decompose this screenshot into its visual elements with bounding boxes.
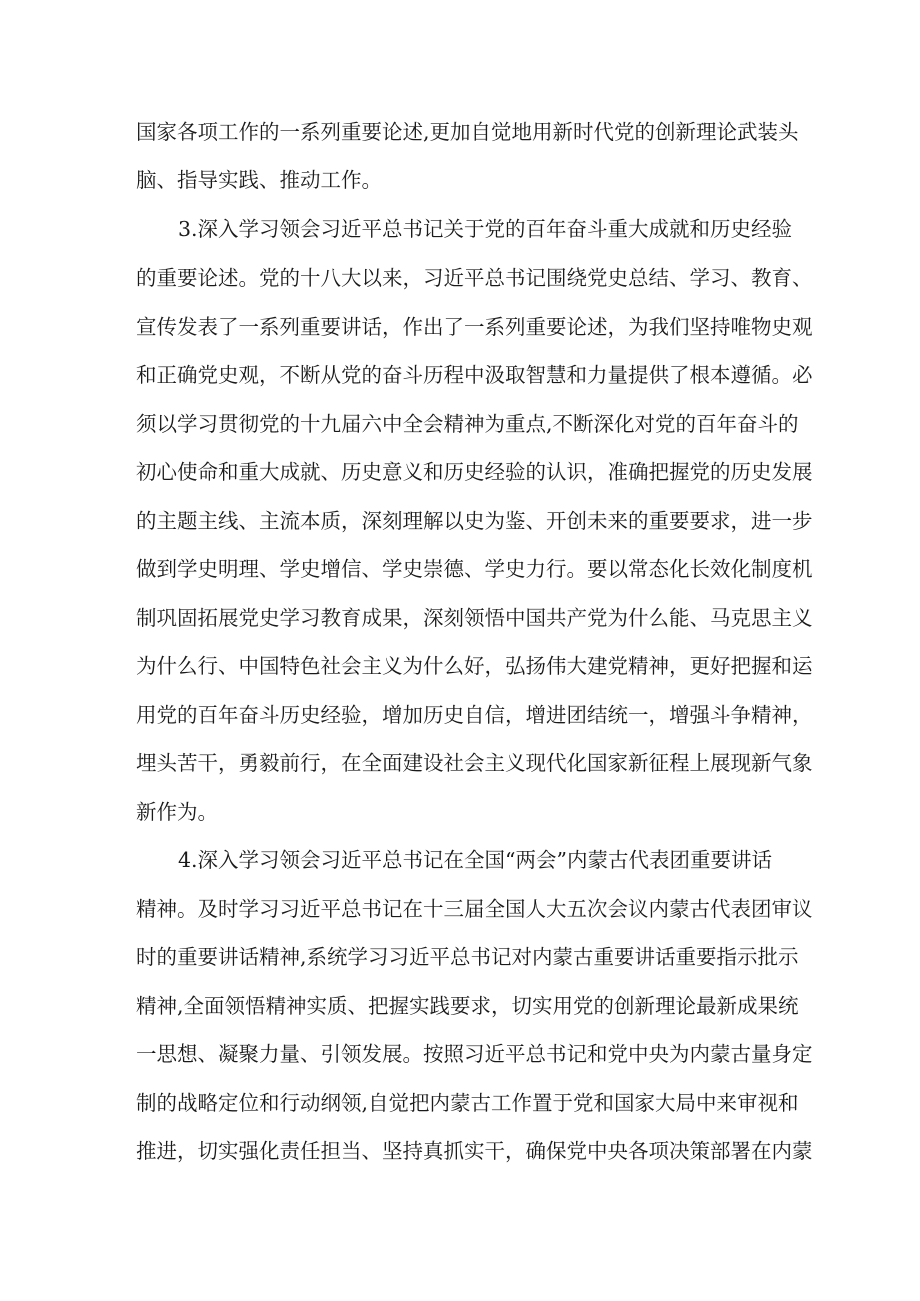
text-line: 初心使命和重大成就、历史意义和历史经验的认识，准确把握党的历史发展	[136, 460, 813, 484]
text-line: 脑、指导实践、推动工作。	[136, 168, 382, 192]
text-line: 时的重要讲话精神,系统学习习近平总书记对内蒙古重要讲话重要指示批示	[136, 945, 799, 969]
text-line: 埋头苦干，勇毅前行，在全面建设社会主义现代化国家新征程上展现新气象	[136, 751, 813, 775]
text-line: 精神,全面领悟精神实质、把握实践要求，切实用党的创新理论最新成果统	[136, 994, 799, 1018]
text-line: 新作为。	[136, 800, 218, 824]
text-line: 一思想、凝聚力量、引领发展。按照习近平总书记和党中央为内蒙古量身定	[136, 1042, 813, 1066]
text-line: 为什么行、中国特色社会主义为什么好，弘扬伟大建党精神，更好把握和运	[136, 654, 813, 678]
paragraph-4-heading: 4.深入学习领会习近平总书记在全国“两会”内蒙古代表团重要讲话	[178, 848, 773, 872]
paragraph-3-heading: 3.深入学习领会习近平总书记关于党的百年奋斗重大成就和历史经验	[178, 217, 793, 241]
text-line: 推进，切实强化责任担当、坚持真抓实干，确保党中央各项决策部署在内蒙	[136, 1139, 813, 1163]
text-line: 须以学习贯彻党的十九届六中全会精神为重点,不断深化对党的百年奋斗的	[136, 412, 799, 436]
text-line: 精神。及时学习习近平总书记在十三届全国人大五次会议内蒙古代表团审议	[136, 897, 813, 921]
text-line: 国家各项工作的一系列重要论述,更加自觉地用新时代党的创新理论武装头	[136, 120, 799, 144]
text-line: 宣传发表了一系列重要讲话，作出了一系列重要论述，为我们坚持唯物史观	[136, 315, 813, 339]
text-line: 的重要论述。党的十八大以来，习近平总书记围绕党史总结、学习、教育、	[136, 266, 813, 290]
text-line: 用党的百年奋斗历史经验，增加历史自信，增进团结统一，增强斗争精神，	[136, 703, 813, 727]
text-line: 的主题主线、主流本质，深刻理解以史为鉴、开创未来的重要要求，进一步	[136, 509, 813, 533]
text-line: 和正确党史观，不断从党的奋斗历程中汲取智慧和力量提供了根本遵循。必	[136, 363, 813, 387]
text-line: 制的战略定位和行动纲领,自觉把内蒙古工作置于党和国家大局中来审视和	[136, 1091, 799, 1115]
text-line: 做到学史明理、学史增信、学史崇德、学史力行。要以常态化长效化制度机	[136, 557, 813, 581]
text-line: 制巩固拓展党史学习教育成果，深刻领悟中国共产党为什么能、马克思主义	[136, 606, 813, 630]
